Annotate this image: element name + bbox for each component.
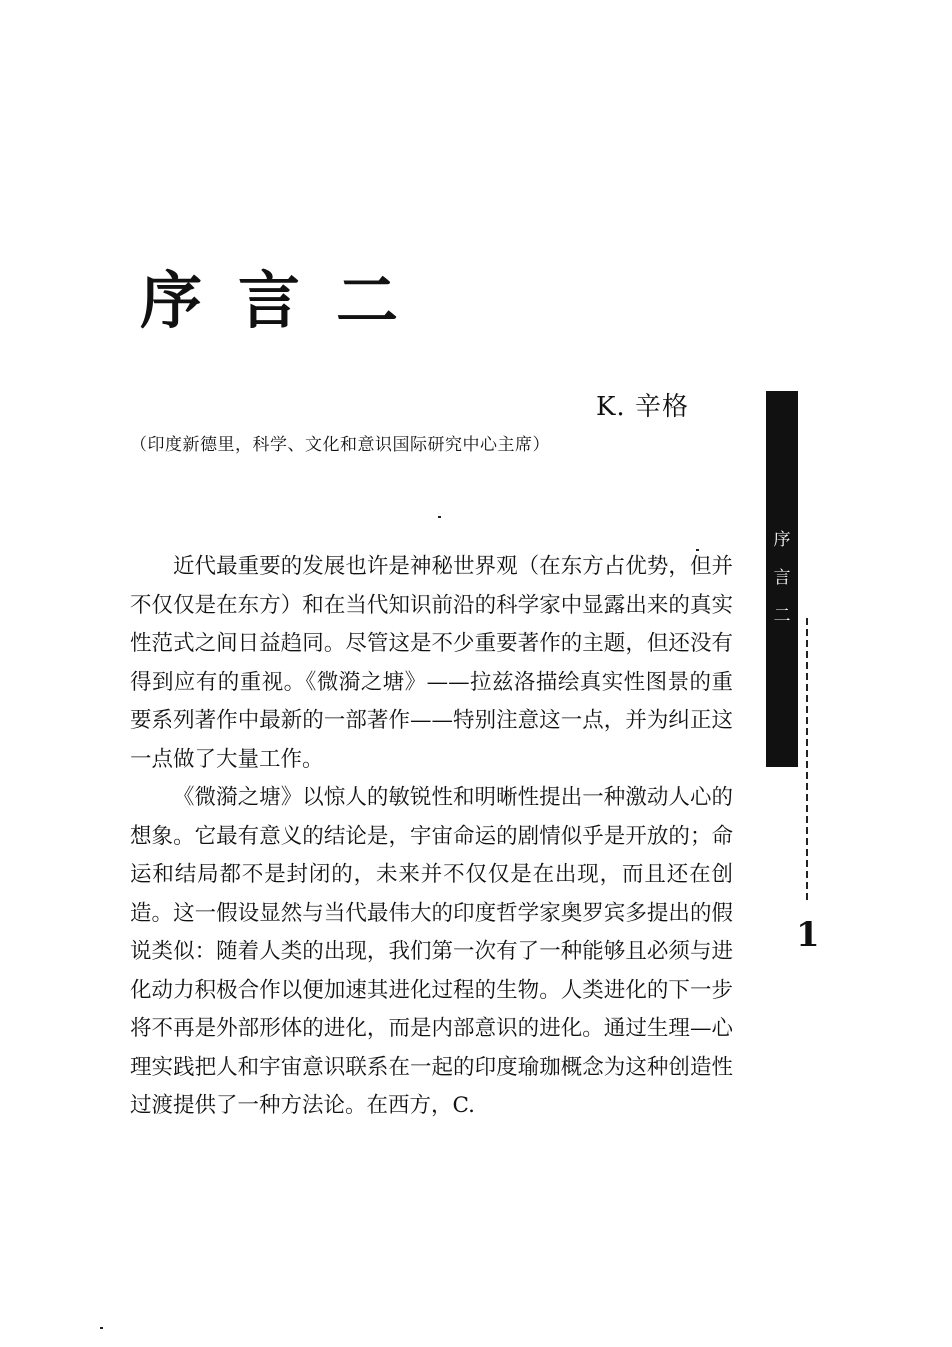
side-tab-char: 言 (773, 568, 791, 588)
side-tab-label (766, 521, 798, 635)
paragraph: 近代最重要的发展也许是神秘世界观（在东方占优势，但并不仅仅是在东方）和在当代知识前沿的科学家中显露出来的真实性范式之间日益趋同。尽管这是不少重要著作的主题，但还没有得到应有的重视。《微漪之塘》——拉兹洛描绘真实性图景的重要系列著作中最新的一部著作——特别注意这一点，并为纠正这一点做了大量工作。 (130, 554, 733, 772)
page-number: 1 (796, 915, 820, 955)
author-affiliation: （印度新德里，科学、文化和意识国际研究中心主席） (130, 435, 550, 455)
chapter-title: 序言二 (140, 264, 435, 337)
side-tab-char: 序 (773, 530, 791, 550)
body-text (130, 548, 733, 1126)
author-name: K. 辛格 (596, 392, 689, 422)
margin-dashed-line (806, 618, 808, 900)
chapter-side-tab (766, 391, 798, 767)
ornament-dot (438, 516, 441, 518)
side-tab-char: 二 (773, 606, 791, 626)
ornament-dot (100, 1327, 103, 1329)
paragraph: 《微漪之塘》以惊人的敏锐性和明晰性提出一种激动人心的想象。它最有意义的结论是，宇宙命运的剧情似乎是开放的；命运和结局都不是封闭的，未来并不仅仅是在出现，而且还在创造。这一假设显然与当代最伟大的印度哲学家奥罗宾多提出的假说类似：随着人类的出现，我们第一次有了一种能够且必须与进化动力积极合作以便加速其进化过程的生物。人类进化的下一步将不再是外部形体的进化，而是内部意识的进化。通过生理—心理实践把人和宇宙意识联系在一起的印度瑜珈概念为这种创造性过渡提供了一种方法论。在西方，C. (130, 785, 733, 1118)
